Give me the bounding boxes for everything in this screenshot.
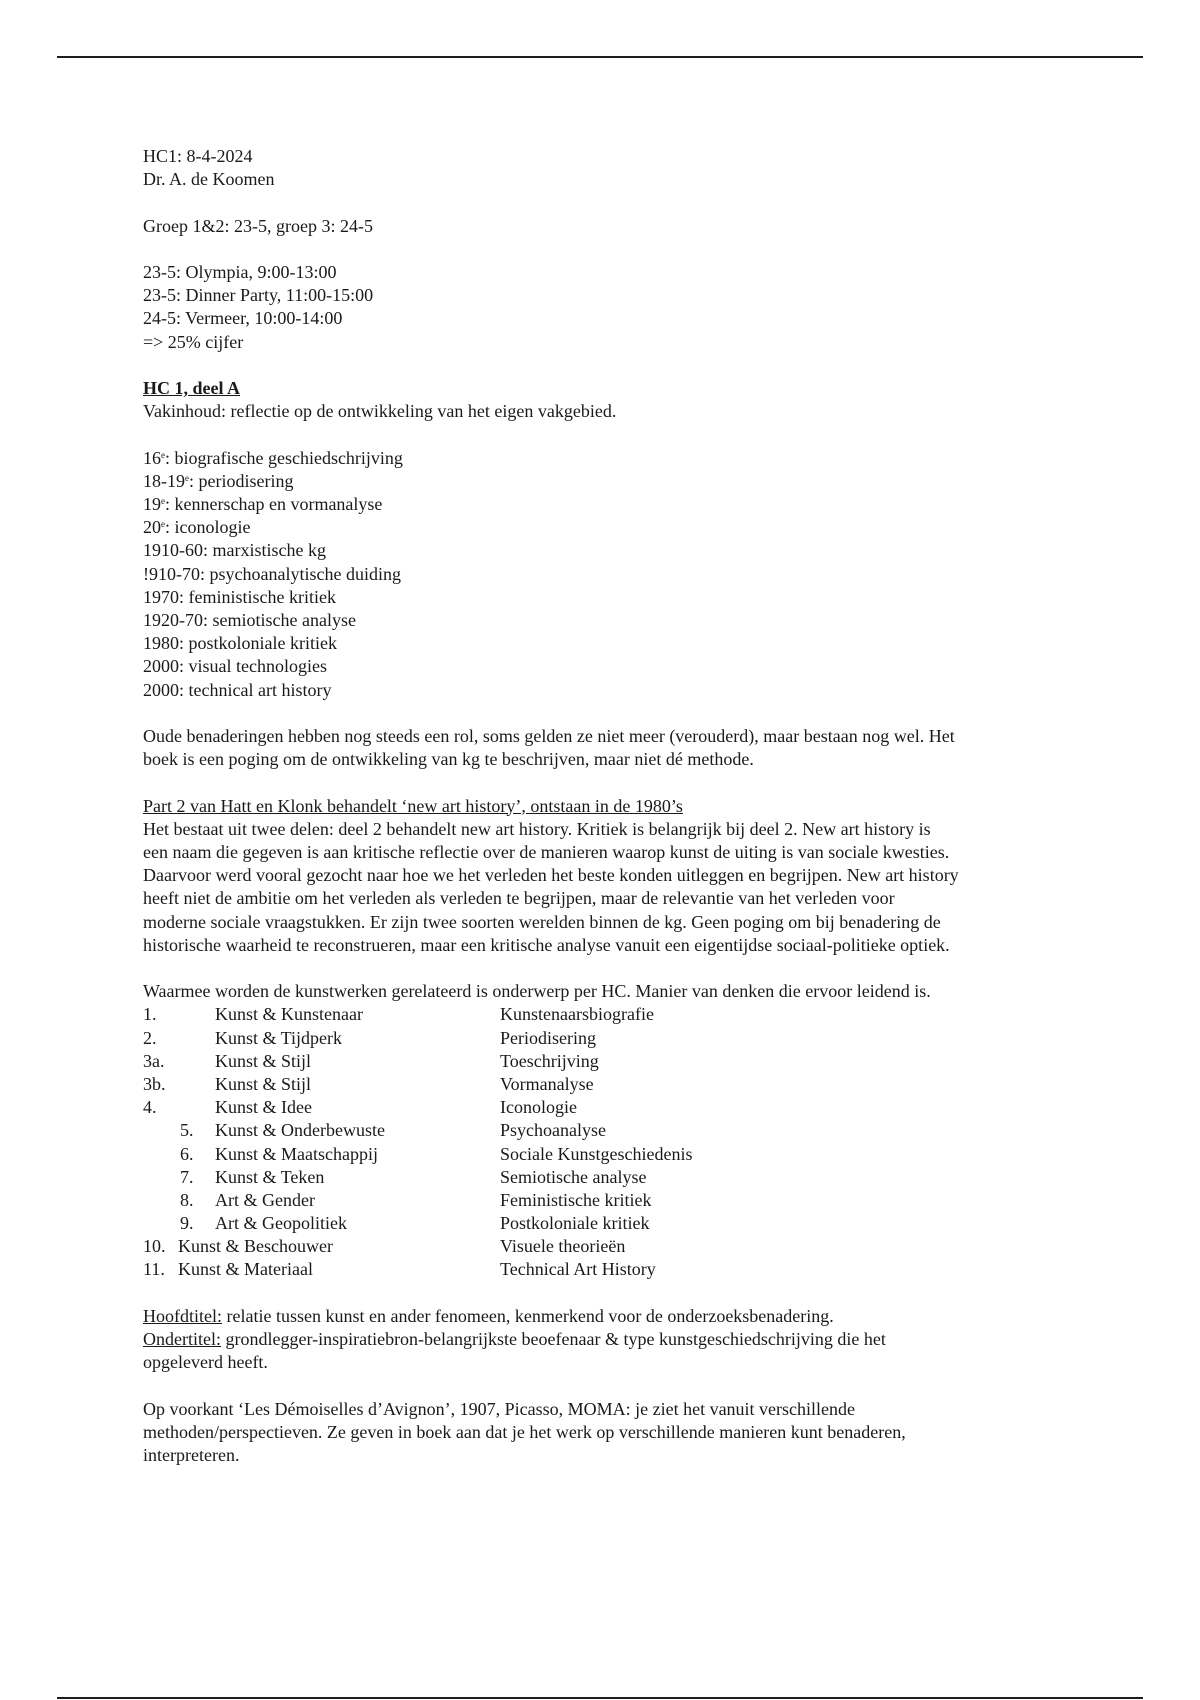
timeline-item: 2000: technical art history: [143, 679, 332, 700]
table-row: 9. Art & Geopolitiek Postkoloniale kritiek: [180, 1213, 650, 1234]
table-row: 6. Kunst & Maatschappij Sociale Kunstgeschiedenis: [180, 1143, 693, 1164]
section-heading: HC 1, deel A: [143, 377, 240, 398]
schedule-item: 23-5: Olympia, 9:00-13:00: [143, 261, 337, 282]
table-row: 11. Kunst & Materiaal Technical Art History: [143, 1259, 656, 1280]
timeline-item: 1970: feministische kritiek: [143, 586, 336, 607]
timeline-item: 2000: visual technologies: [143, 656, 327, 677]
document-body: [143, 145, 1063, 1467]
cover-paragraph: Op voorkant ‘Les Démoiselles d’Avignon’, 1907, Picasso, MOMA: je ziet het vanuit verschillende methoden/perspectieven. Ze geven in boek aan dat je het werk op verschillende manieren kunt benaderen, interpreteren.: [143, 1398, 906, 1466]
section-intro: Vakinhoud: reflectie op de ontwikkeling van het eigen vakgebied.: [143, 401, 617, 422]
top-rule: [57, 56, 1143, 58]
part2-heading: Part 2 van Hatt en Klonk behandelt ‘new art history’, ontstaan in de 1980’s: [143, 795, 683, 816]
timeline-item: !910-70: psychoanalytische duiding: [143, 563, 401, 584]
schedule-list: [143, 261, 1063, 354]
table-row: 3a. Kunst & Stijl Toeschrijving: [143, 1050, 599, 1071]
subtitle-definition: Ondertitel: grondlegger-inspiratiebron-belangrijkste beoefenaar & type kunstgeschiedschrijving die het: [143, 1329, 886, 1350]
table-row: 1. Kunst & Kunstenaar Kunstenaarsbiografie: [143, 1004, 654, 1025]
table-intro: Waarmee worden de kunstwerken gerelateerd is onderwerp per HC. Manier van denken die ervoor leidend is.: [143, 981, 931, 1002]
timeline-list: [143, 447, 1063, 702]
timeline-item: 19e: kennerschap en vormanalyse: [143, 493, 383, 514]
lecture-date: HC1: 8-4-2024: [143, 146, 253, 166]
schedule-item: => 25% cijfer: [143, 331, 244, 352]
table-row: 2. Kunst & Tijdperk Periodisering: [143, 1027, 596, 1048]
schedule-item: 24-5: Vermeer, 10:00-14:00: [143, 308, 343, 329]
timeline-item: 18-19e: periodisering: [143, 470, 294, 491]
table-row: 5. Kunst & Onderbewuste Psychoanalyse: [180, 1120, 606, 1141]
timeline-item: 20e: iconologie: [143, 517, 251, 538]
table-row: 10. Kunst & Beschouwer Visuele theorieën: [143, 1236, 626, 1257]
timeline-item: 1980: postkoloniale kritiek: [143, 633, 337, 654]
main-title-definition: Hoofdtitel: relatie tussen kunst en ander fenomeen, kenmerkend voor de onderzoeksbenadering.: [143, 1305, 834, 1326]
timeline-item: 1920-70: semiotische analyse: [143, 610, 356, 630]
table-row: 8. Art & Gender Feministische kritiek: [180, 1189, 652, 1210]
lecturer-name: Dr. A. de Koomen: [143, 169, 275, 190]
subtitle-definition-cont: opgeleverd heeft.: [143, 1352, 268, 1373]
table-row: 7. Kunst & Teken Semiotische analyse: [180, 1166, 647, 1187]
timeline-item: 16e: biografische geschiedschrijving: [143, 447, 403, 468]
schedule-item: 23-5: Dinner Party, 11:00-15:00: [143, 285, 374, 306]
group-dates: Groep 1&2: 23-5, groep 3: 24-5: [143, 215, 373, 236]
approach-table: [143, 1003, 1063, 1281]
bottom-rule: [57, 1697, 1143, 1699]
timeline-item: 1910-60: marxistische kg: [143, 540, 326, 561]
paragraph-old-approaches: Oude benaderingen hebben nog steeds een rol, soms gelden ze niet meer (verouderd), maar bestaan nog wel. Het boek is een poging om de ontwikkeling van kg te beschrijven, maar niet dé methode.: [143, 726, 955, 770]
part2-paragraph: Het bestaat uit twee delen: deel 2 behandelt new art history. Kritiek is belangrijk bij deel 2. New art history is een naam die gegeven is aan kritische reflectie over de manieren waarop kunst de uiting is van sociale kwesties. Daarvoor werd vooral gezocht naar hoe we het verleden het beste konden uitleggen en begrijpen. New art history heeft niet de ambitie om het verleden als verleden te begrijpen, maar de relevantie van het verleden voor moderne sociale vraagstukken. Er zijn twee soorten werelden binnen de kg. Geen poging om bij benadering de historische waarheid te reconstrueren, maar een kritische analyse vanuit een eigentijdse sociaal-politieke optiek.: [143, 818, 959, 955]
table-row: 3b. Kunst & Stijl Vormanalyse: [143, 1073, 594, 1094]
table-row: 4. Kunst & Idee Iconologie: [143, 1097, 577, 1118]
